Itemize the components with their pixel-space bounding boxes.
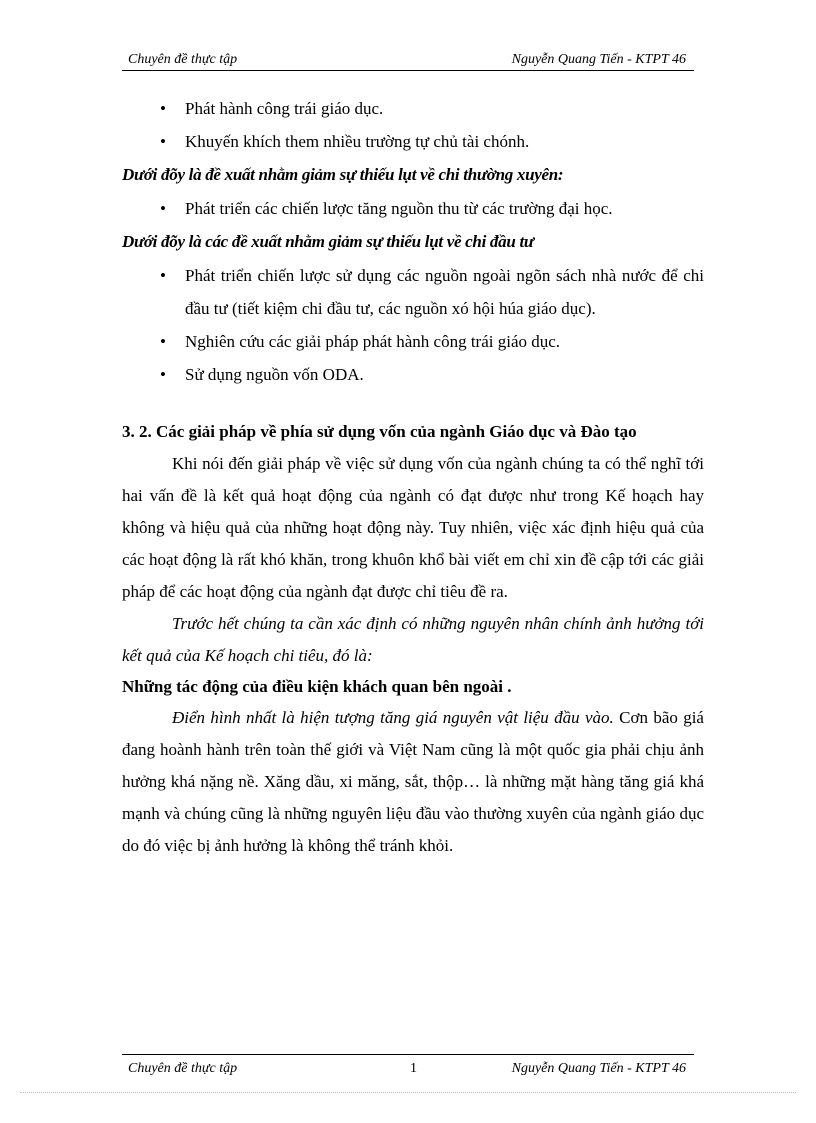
page-header <box>122 50 694 71</box>
footer-left-text: Chuyên đề thực tập <box>128 1061 238 1076</box>
list-item: • Nghiên cứu các giải pháp phát hành công trái giáo dục. <box>122 325 704 358</box>
paragraph-italic: Trước hết chúng ta cần xác định có những nguyên nhân chính ảnh hưởng tới kết quả của Kế hoạch chi tiêu, đó là: <box>122 614 704 665</box>
bold-heading: Những tác động của điều kiện khách quan bên ngoài . <box>122 677 512 696</box>
bullet-icon: • <box>160 99 166 118</box>
subheading-investment-spending: Dưới đõy là các đề xuất nhằm giảm sự thiếu lụt về chi đầu tư <box>122 232 534 251</box>
list-item: • Phát triển các chiến lược tăng nguồn thu từ các trường đại học. <box>122 192 704 225</box>
header-right-text: Nguyễn Quang Tiến - KTPT 46 <box>511 52 686 67</box>
page-number: 1 <box>410 1061 417 1076</box>
bullet-icon: • <box>160 266 166 285</box>
header-left-text: Chuyên đề thực tập <box>128 52 238 67</box>
bullet-icon: • <box>160 199 166 218</box>
paragraph <box>122 702 704 862</box>
page-edge-divider <box>20 1092 796 1093</box>
list-item: • Sử dụng nguồn vốn ODA. <box>122 358 704 391</box>
page-footer <box>122 1054 694 1081</box>
bullet-icon: • <box>160 132 166 151</box>
list-item: • Khuyến khích them nhiều trường tự chủ tài chónh. <box>122 125 704 158</box>
bullet-icon: • <box>160 365 166 384</box>
document-body <box>122 92 704 862</box>
subheading-recurrent-spending: Dưới đõy là đề xuất nhằm giảm sự thiếu lụt về chi thường xuyên: <box>122 165 564 184</box>
section-title: 3. 2. Các giải pháp về phía sử dụng vốn của ngành Giáo dục và Đào tạo <box>122 422 637 441</box>
paragraph-italic-lead: Điển hình nhất là hiện tượng tăng giá nguyên vật liệu đầu vào. <box>172 708 614 727</box>
list-item: • Phát hành công trái giáo dục. <box>122 92 704 125</box>
paragraph-body: Cơn bão giá đang hoành hành trên toàn thế giới và Việt Nam cũng là một quốc gia phải chịu ảnh hưởng khá nặng nề. Xăng dầu, xi măng, sắt, thộp… là những mặt hàng tăng giá khá mạnh và chúng cũng là những nguyên liệu đầu vào thường xuyên của ngành giáo dục do đó việc bị ảnh hưởng là không thể tránh khỏi. <box>122 708 704 855</box>
footer-right-text: Nguyễn Quang Tiến - KTPT 46 <box>511 1061 686 1076</box>
list-item: • Phát triển chiến lược sử dụng các nguồn ngoài ngõn sách nhà nước để chi đầu tư (tiết kiệm chi đầu tư, các nguồn xó hội húa giáo dục). <box>122 259 704 325</box>
paragraph: Khi nói đến giải pháp về việc sử dụng vốn của ngành chúng ta có thể nghĩ tới hai vấn đề là kết quả hoạt động của ngành có đạt được như trong Kế hoạch hay không và hiệu quả của những hoạt động này. Tuy nhiên, việc xác định hiệu quả của các hoạt động là rất khó khăn, trong khuôn khổ bài viết em chỉ xin đề cập tới các giải pháp để các hoạt động của ngành đạt được chỉ tiêu đề ra. <box>122 454 704 601</box>
bullet-icon: • <box>160 332 166 351</box>
